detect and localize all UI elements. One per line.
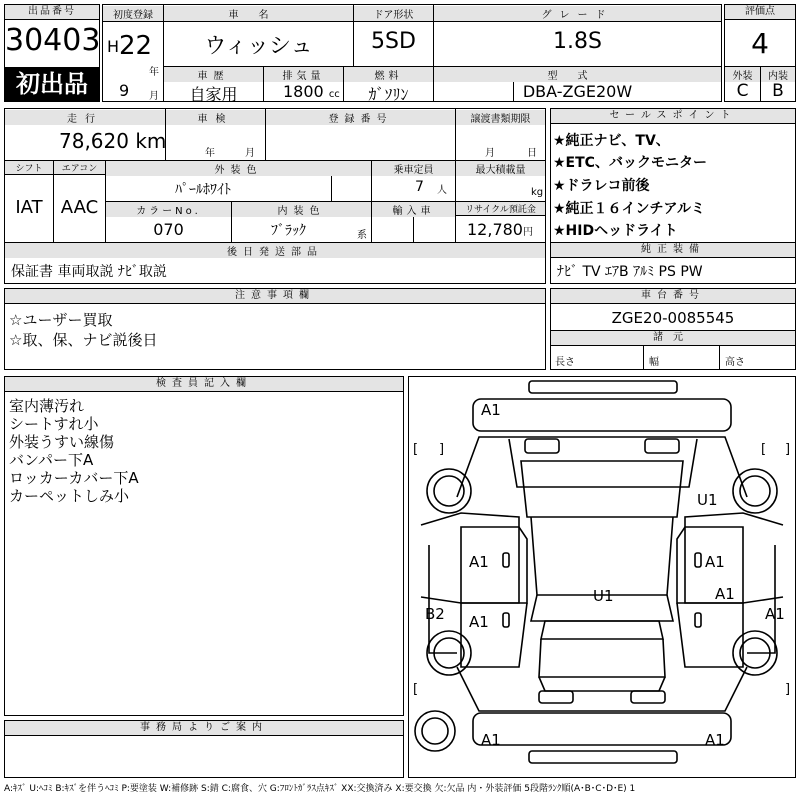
chassis-box	[550, 288, 796, 370]
dims-label: 諸元	[551, 331, 795, 346]
int-color-unit: 系	[357, 230, 367, 241]
sales-point-3: ★ドラレコ前後	[553, 178, 650, 194]
later-parts-label: 後日発送部品	[5, 243, 545, 258]
inspector-note-4: バンパー下A	[9, 451, 94, 469]
damage-mark-right-front-fender: U1	[697, 491, 718, 509]
chassis-value: ZGE20-0085545	[611, 309, 735, 327]
recycle-number: 12,780	[467, 220, 523, 239]
lot-box	[4, 4, 100, 102]
first-reg-label: 初度登録	[103, 6, 163, 21]
history-value: 自家用	[189, 85, 238, 104]
fuel-label: 燃料	[344, 67, 433, 82]
first-listing-badge	[5, 67, 99, 101]
sales-point-2: ★ETC、バックモニター	[553, 155, 707, 171]
bracket-right-1-close: ]	[785, 442, 791, 457]
sales-point-5: ★HIDヘッドライト	[553, 223, 678, 239]
lot-number: 30403	[5, 23, 101, 58]
max-load-unit: kg	[531, 187, 544, 198]
inspector-note-2: シートすれ小	[9, 415, 99, 433]
car-name-label: 車名	[164, 6, 353, 21]
bracket-right-1: [	[761, 442, 767, 457]
top-table	[102, 4, 722, 102]
color-no-label: カラーNo.	[106, 202, 231, 217]
damage-mark-right-rocker: A1	[765, 605, 785, 623]
damage-mark-roof: U1	[593, 587, 614, 605]
recycle-value	[467, 220, 533, 239]
damage-mark-left-front-door: A1	[469, 553, 489, 571]
grade-label: グレード	[434, 6, 721, 21]
transfer-day-unit: 日	[527, 148, 537, 159]
score-label: 評価点	[725, 5, 795, 20]
bracket-left-2: [	[413, 682, 419, 697]
mileage-number: 78,620	[59, 129, 129, 153]
specs-table	[4, 108, 546, 284]
ext-grade-label: 外装	[725, 67, 760, 82]
score-value: 4	[751, 27, 769, 60]
mileage-value	[59, 129, 166, 153]
int-grade-value: B	[772, 81, 784, 101]
capacity-unit: 人	[437, 185, 447, 196]
recycle-label: リサイクル預託金	[456, 202, 545, 215]
displacement-label: 排気量	[264, 67, 343, 82]
aircon-label: エアコン	[54, 161, 105, 174]
shift-value: IAT	[15, 197, 43, 218]
registration-label: 登録番号	[266, 110, 455, 125]
score-box	[724, 4, 796, 102]
inspector-note-6: カーペットしみ小	[9, 487, 130, 505]
recycle-unit: 円	[522, 227, 533, 238]
int-color-label: 内装色	[232, 202, 371, 217]
inspector-note-5: ロッカーカバー下A	[9, 469, 139, 487]
bracket-left-1-close: ]	[439, 442, 445, 457]
era: H	[107, 37, 120, 56]
notes-label: 注意事項欄	[5, 289, 545, 304]
later-parts-value: 保証書 車両取説 ﾅﾋﾞ取説	[11, 264, 167, 280]
ext-grade-value: C	[736, 81, 749, 101]
door-type: 5SD	[371, 29, 416, 54]
ext-color-label: 外装色	[106, 161, 371, 176]
displacement-unit: cc	[328, 89, 340, 100]
displacement-value	[283, 82, 340, 101]
notes-box	[4, 288, 546, 370]
capacity-value: 7	[415, 179, 424, 195]
car-diagram-svg	[409, 377, 795, 777]
bracket-left-1: [	[413, 442, 419, 457]
aircon-value: AAC	[60, 197, 99, 218]
transfer-label: 譲渡書類期限	[456, 110, 545, 125]
inspection-year-unit: 年	[205, 148, 215, 159]
mileage-label: 走行	[5, 110, 165, 125]
fuel-value: ｶﾞｿﾘﾝ	[368, 85, 409, 104]
chassis-label: 車台番号	[551, 289, 795, 304]
office-label: 事務局よりご案内	[5, 721, 403, 736]
mileage-unit: km	[135, 129, 167, 153]
legend: A:ｷｽﾞ U:ﾍｺﾐ B:ｷｽﾞを伴うﾍｺﾐ P:要塗装 W:補修跡 S:錆 C:腐食、穴 G:ﾌﾛﾝﾄｶﾞﾗｽ点ｷｽﾞ XX:交換済み X:要交換 欠:欠品 内・外装評価 5段階ﾗﾝｸ順(A･B･C･D･E) 1	[4, 784, 636, 794]
grade-value: 1.8S	[553, 29, 602, 54]
inspection-month-unit: 月	[245, 148, 255, 159]
door-label: ドア形状	[354, 6, 433, 21]
damage-mark-right-rear-door: A1	[715, 585, 735, 603]
office-box	[4, 720, 404, 778]
shift-label: シフト	[5, 161, 53, 174]
inspector-note-3: 外装うすい線傷	[9, 433, 115, 451]
bracket-right-2: ]	[785, 682, 791, 697]
year-num: 22	[119, 31, 153, 61]
history-label: 車歴	[164, 67, 263, 82]
damage-mark-left-rear-door: A1	[469, 613, 489, 631]
genuine-label: 純正装備	[551, 243, 795, 258]
color-no-value: 070	[153, 220, 184, 239]
damage-mark-rear-bumper-right: A1	[705, 731, 725, 749]
damage-mark-front-bumper: A1	[481, 401, 501, 419]
lot-label: 出品番号	[5, 5, 99, 20]
ext-color-value: ﾊﾟｰﾙﾎﾜｲﾄ	[175, 182, 231, 198]
model-value: DBA-ZGE20W	[522, 82, 633, 101]
note-2: ☆取、保、ナビ説後日	[9, 331, 158, 349]
note-1: ☆ユーザー買取	[9, 311, 113, 329]
capacity-label: 乗車定員	[372, 161, 455, 176]
displacement-number: 1800	[283, 82, 324, 101]
int-grade-label: 内装	[761, 67, 795, 82]
max-load-label: 最大積載量	[456, 161, 545, 176]
inspector-label: 検査員記入欄	[5, 377, 403, 392]
month-unit: 月	[149, 91, 159, 102]
car-diagram	[408, 376, 796, 778]
int-color-value: ﾌﾞﾗｯｸ	[271, 223, 306, 239]
sales-point-4: ★純正１６インチアルミ	[553, 201, 705, 217]
transfer-month-unit: 月	[485, 148, 495, 159]
genuine-value: ﾅﾋﾞ TV ｴｱB ｱﾙﾐ PS PW	[557, 264, 703, 280]
inspector-note-1: 室内薄汚れ	[9, 397, 85, 415]
first-listing-text: 初出品	[16, 70, 88, 98]
length-label: 長さ	[555, 357, 575, 368]
damage-mark-right-front-door: A1	[705, 553, 725, 571]
inspection-label: 車検	[166, 110, 265, 125]
sales-points-label: セールスポイント	[551, 109, 795, 124]
inspector-box	[4, 376, 404, 716]
month-num: 9	[119, 81, 130, 100]
damage-mark-rear-bumper-left: A1	[481, 731, 501, 749]
import-label: 輸入車	[372, 202, 455, 217]
car-name: ウィッシュ	[204, 34, 313, 59]
year-unit: 年	[149, 67, 159, 78]
model-label: 型式	[434, 67, 721, 82]
sales-point-1: ★純正ナビ、TV、	[553, 133, 670, 149]
damage-mark-left-rocker: B2	[425, 605, 445, 623]
sales-points-box	[550, 108, 796, 284]
height-label: 高さ	[725, 357, 745, 368]
width-label: 幅	[649, 357, 659, 368]
